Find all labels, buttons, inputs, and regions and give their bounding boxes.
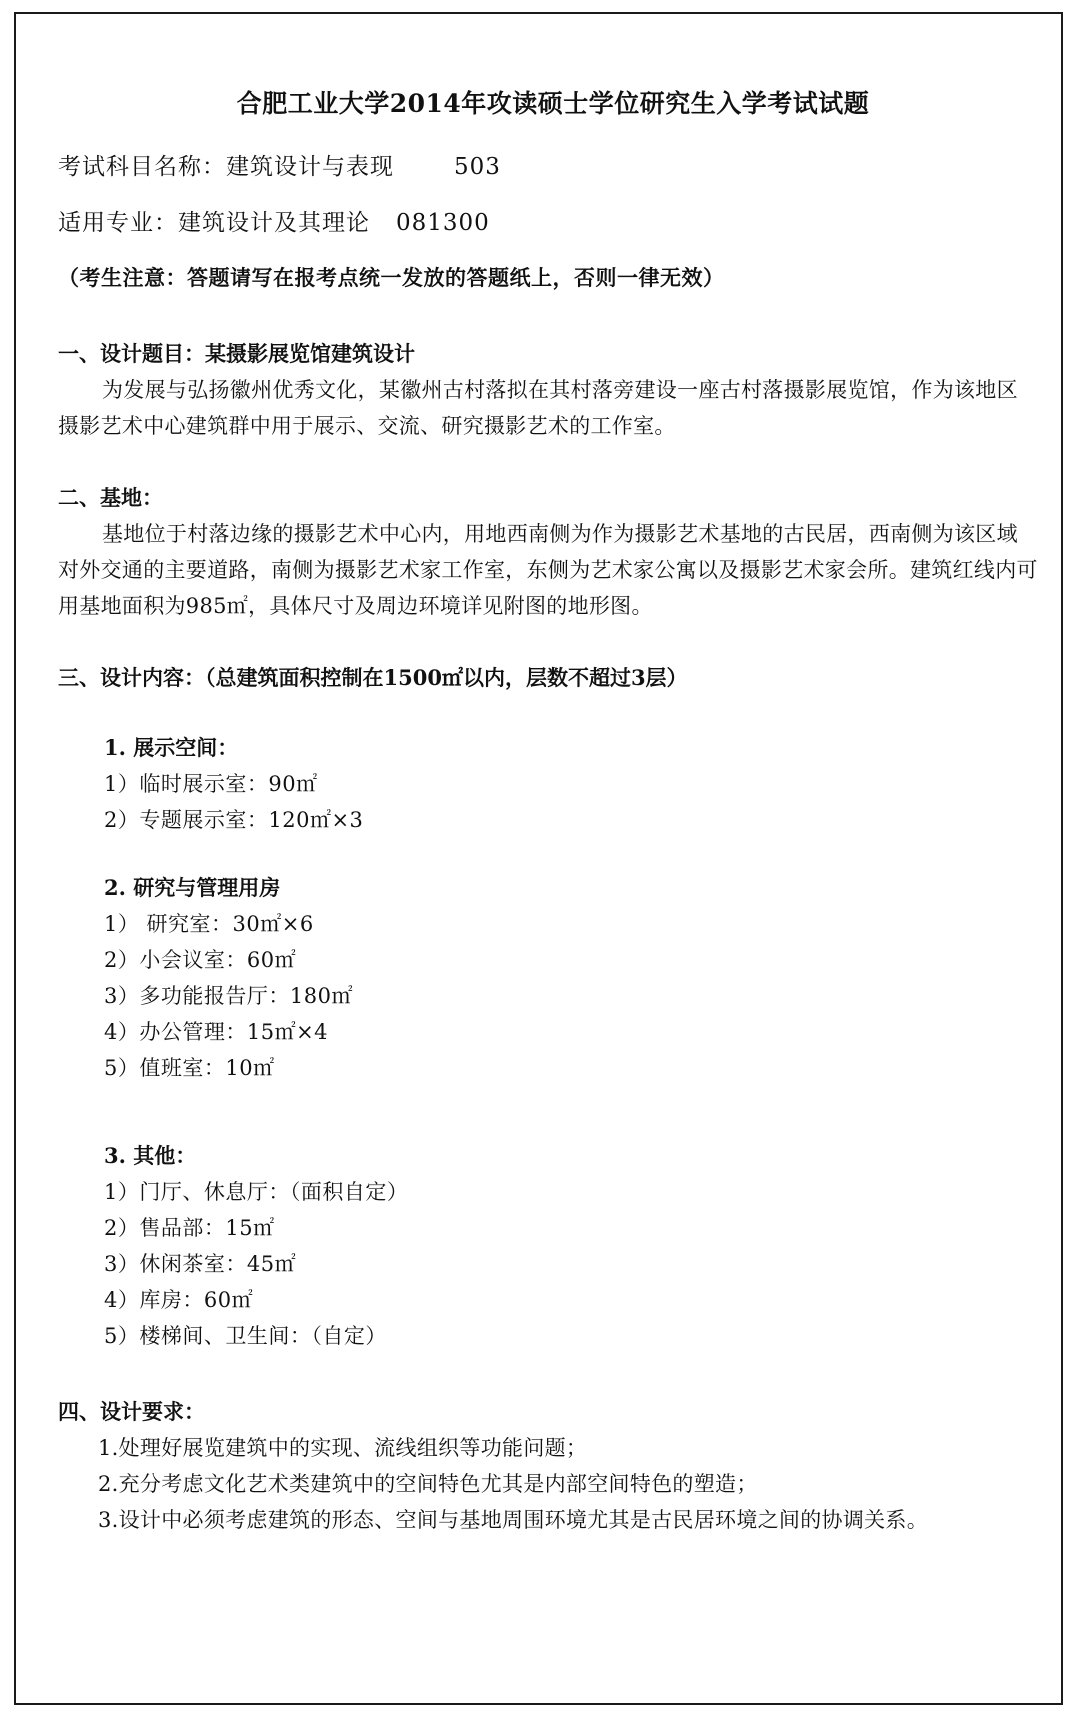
requirement-item: 3.设计中必须考虑建筑的形态、空间与基地周围环境尤其是古民居环境之间的协调关系。 — [98, 1508, 929, 1532]
requirement-item: 1.处理好展览建筑中的实现、流线组织等功能问题； — [98, 1436, 588, 1460]
section-1-heading: 一、设计题目：某摄影展览馆建筑设计 — [58, 341, 415, 366]
group-3-item: 3）休闲茶室：45㎡ — [104, 1252, 297, 1276]
section-1-body: 为发展与弘扬徽州优秀文化，某徽州古村落拟在其村落旁建设一座古村落摄影展览馆，作为该地区摄影艺术中心建筑群中用于展示、交流、研究摄影艺术的工作室。 — [58, 378, 1018, 438]
group-1-title: 1. 展示空间： — [104, 735, 239, 760]
group-2-item: 2）小会议室：60㎡ — [104, 948, 297, 972]
section-3-heading: 三、设计内容：（总建筑面积控制在1500㎡以内，层数不超过3层） — [58, 665, 688, 690]
requirement-item: 2.充分考虑文化艺术类建筑中的空间特色尤其是内部空间特色的塑造； — [98, 1472, 758, 1496]
section-4-heading: 四、设计要求： — [58, 1399, 205, 1424]
subject-label: 考试科目名称：建筑设计与表现 — [58, 154, 394, 180]
group-1-item: 2）专题展示室：120㎡×3 — [104, 808, 364, 832]
major-label: 适用专业：建筑设计及其理论 — [58, 210, 370, 236]
exam-document — [58, 84, 1038, 1538]
subject-code: 503 — [454, 154, 501, 180]
group-3-title: 3. 其他： — [104, 1143, 197, 1168]
group-2-item: 5）值班室：10㎡ — [104, 1056, 275, 1080]
group-3-item: 1）门厅、休息厅：（面积自定） — [104, 1180, 409, 1204]
exam-title: 合肥工业大学2014年攻读硕士学位研究生入学考试试题 — [236, 89, 870, 118]
group-2-title: 2. 研究与管理用房 — [104, 875, 281, 900]
group-2-item: 3）多功能报告厅：180㎡ — [104, 984, 353, 1008]
exam-notice: （考生注意：答题请写在报考点统一发放的答题纸上，否则一律无效） — [58, 265, 725, 290]
group-3-item: 5）楼梯间、卫生间：（自定） — [104, 1324, 387, 1348]
section-2-body: 基地位于村落边缘的摄影艺术中心内，用地西南侧为作为摄影艺术基地的古民居，西南侧为该区域对外交通的主要道路，南侧为摄影艺术家工作室，东侧为艺术家公寓以及摄影艺术家会所。建筑红线内可用基地面积为985㎡，具体尺寸及周边环境详见附图的地形图。 — [58, 522, 1038, 618]
group-2-item: 4）办公管理：15㎡×4 — [104, 1020, 329, 1044]
group-3-item: 2）售品部：15㎡ — [104, 1216, 275, 1240]
section-2-heading: 二、基地： — [58, 485, 163, 510]
subject-line — [58, 150, 1038, 184]
group-3-item: 4）库房：60㎡ — [104, 1288, 254, 1312]
major-line — [58, 206, 1038, 240]
major-code: 081300 — [396, 210, 490, 236]
group-1-item: 1）临时展示室：90㎡ — [104, 772, 318, 796]
group-2-item: 1） 研究室：30㎡×6 — [104, 912, 314, 936]
